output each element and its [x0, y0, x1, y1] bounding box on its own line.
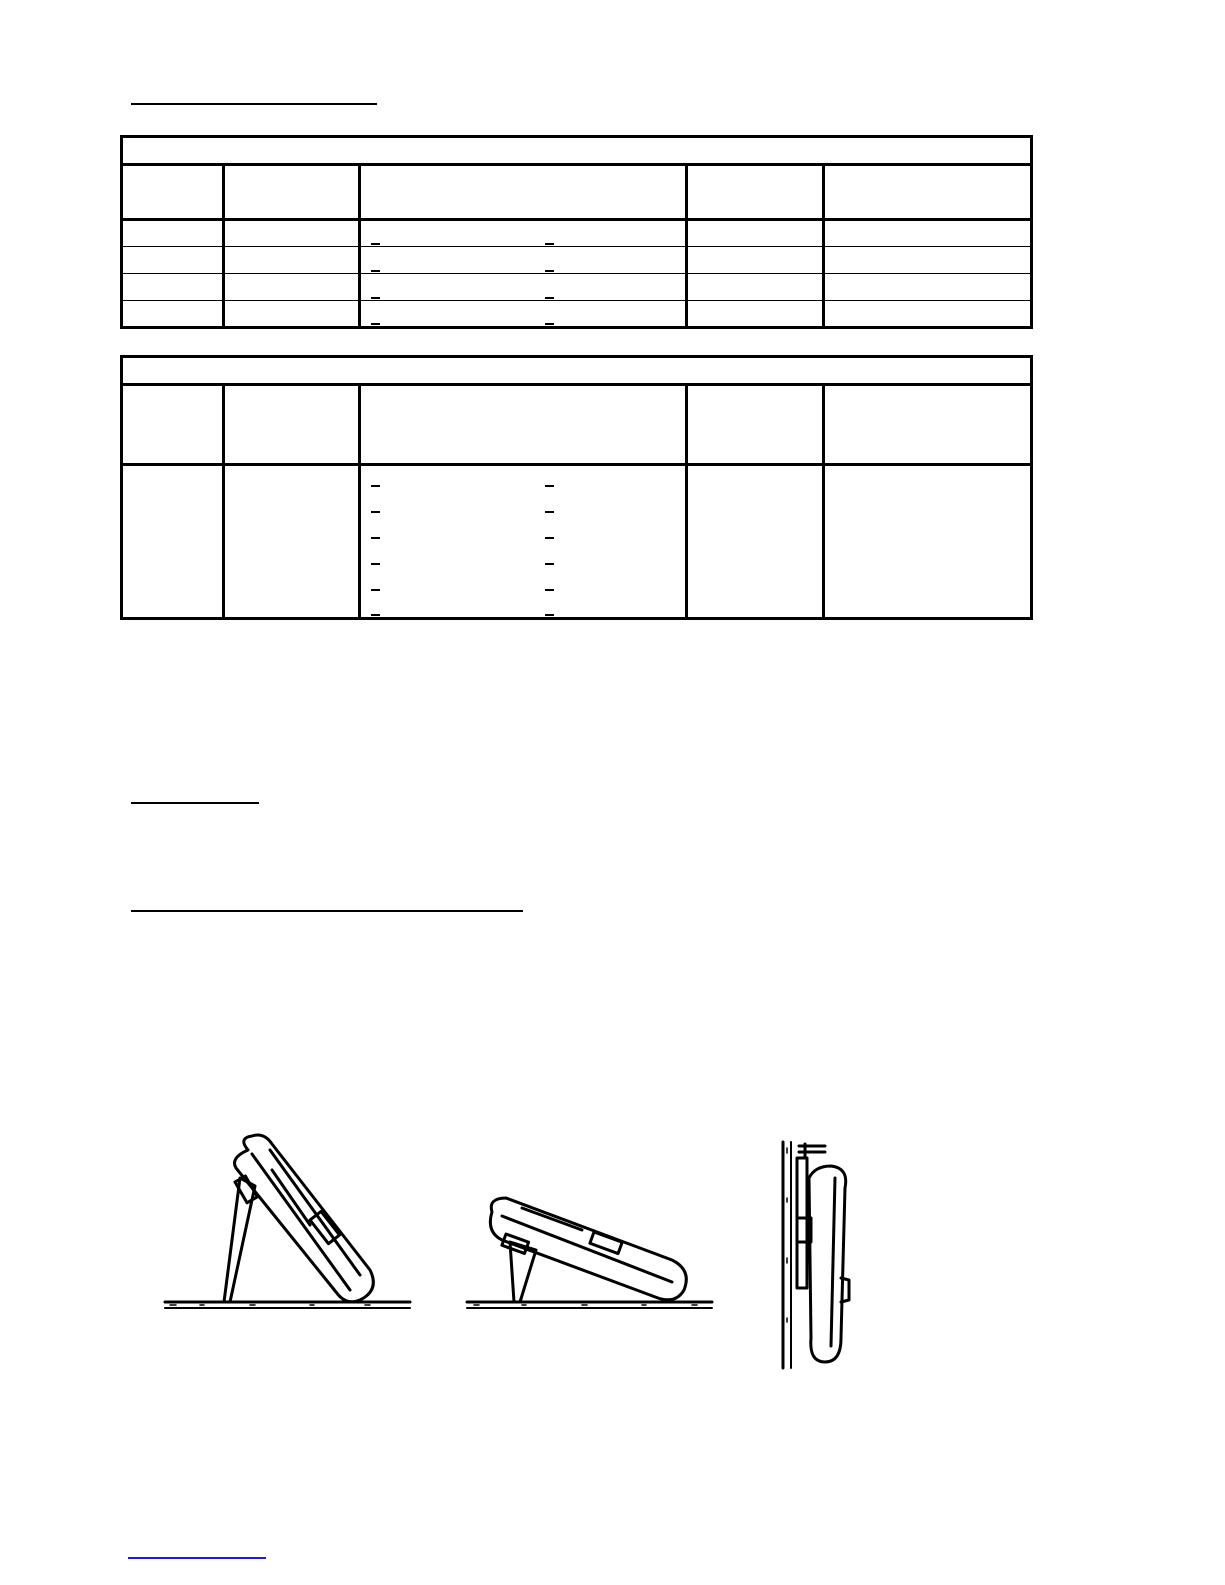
table-cell	[824, 465, 1032, 619]
tolerance-mark	[371, 537, 380, 539]
tolerance-mark	[545, 537, 554, 539]
tolerance-mark	[545, 563, 554, 565]
header-cell	[224, 165, 360, 220]
table-cell	[687, 247, 824, 274]
tolerance-mark	[371, 614, 380, 616]
table-cell	[360, 465, 687, 619]
tolerance-mark	[371, 511, 380, 513]
spec-table-1	[120, 135, 1033, 329]
tolerance-mark	[545, 323, 554, 325]
table-cell	[122, 301, 224, 328]
section-heading-underline-1	[131, 103, 377, 105]
tolerance-mark	[545, 270, 554, 272]
tolerance-mark	[545, 614, 554, 616]
table-cell	[224, 247, 360, 274]
table-cell	[122, 465, 224, 619]
tolerance-mark	[371, 589, 380, 591]
table-cell	[224, 301, 360, 328]
table-cell	[687, 274, 824, 301]
table-cell	[824, 220, 1032, 247]
table-header-row	[122, 165, 1032, 220]
table-cell	[824, 247, 1032, 274]
tolerance-mark	[371, 563, 380, 565]
table-cell	[122, 247, 224, 274]
table-cell	[360, 301, 687, 328]
tolerance-mark	[545, 589, 554, 591]
header-cell	[687, 385, 824, 465]
table-cell	[360, 247, 687, 274]
section-heading-underline-2	[131, 802, 259, 804]
header-cell	[122, 165, 224, 220]
tolerance-mark	[371, 270, 380, 272]
table-row	[122, 357, 1032, 385]
section-heading-underline-3	[131, 910, 523, 912]
table-row	[122, 301, 1032, 328]
table-cell	[224, 465, 360, 619]
table-cell	[360, 274, 687, 301]
table-title-cell	[122, 357, 1032, 385]
tolerance-mark	[545, 297, 554, 299]
tolerance-mark	[371, 485, 380, 487]
table-cell	[122, 274, 224, 301]
table-cell	[224, 220, 360, 247]
spec-table-2	[120, 355, 1033, 620]
header-cell	[687, 165, 824, 220]
header-cell	[824, 385, 1032, 465]
table-cell	[824, 301, 1032, 328]
wall-hanging-illustration	[775, 1138, 875, 1373]
header-cell	[360, 165, 687, 220]
tolerance-mark	[371, 243, 380, 245]
tolerance-mark	[545, 243, 554, 245]
table-cell	[687, 220, 824, 247]
tolerance-mark	[371, 323, 380, 325]
tolerance-mark	[545, 485, 554, 487]
table-cell	[122, 220, 224, 247]
tilted-stand-low-illustration	[462, 1190, 722, 1325]
table-header-row	[122, 385, 1032, 465]
header-cell	[360, 385, 687, 465]
tolerance-mark	[371, 297, 380, 299]
header-cell	[122, 385, 224, 465]
footer-link-underline[interactable]	[128, 1557, 266, 1559]
table-row	[122, 137, 1032, 165]
header-cell	[824, 165, 1032, 220]
table-title-cell	[122, 137, 1032, 165]
table-cell	[687, 465, 824, 619]
table-cell	[360, 220, 687, 247]
table-cell	[687, 301, 824, 328]
tilted-stand-steep-illustration	[160, 1130, 420, 1325]
table-cell	[224, 274, 360, 301]
table-cell	[824, 274, 1032, 301]
table-row	[122, 220, 1032, 247]
header-cell	[224, 385, 360, 465]
table-row	[122, 247, 1032, 274]
table-row	[122, 465, 1032, 619]
table-row	[122, 274, 1032, 301]
tolerance-mark	[545, 511, 554, 513]
